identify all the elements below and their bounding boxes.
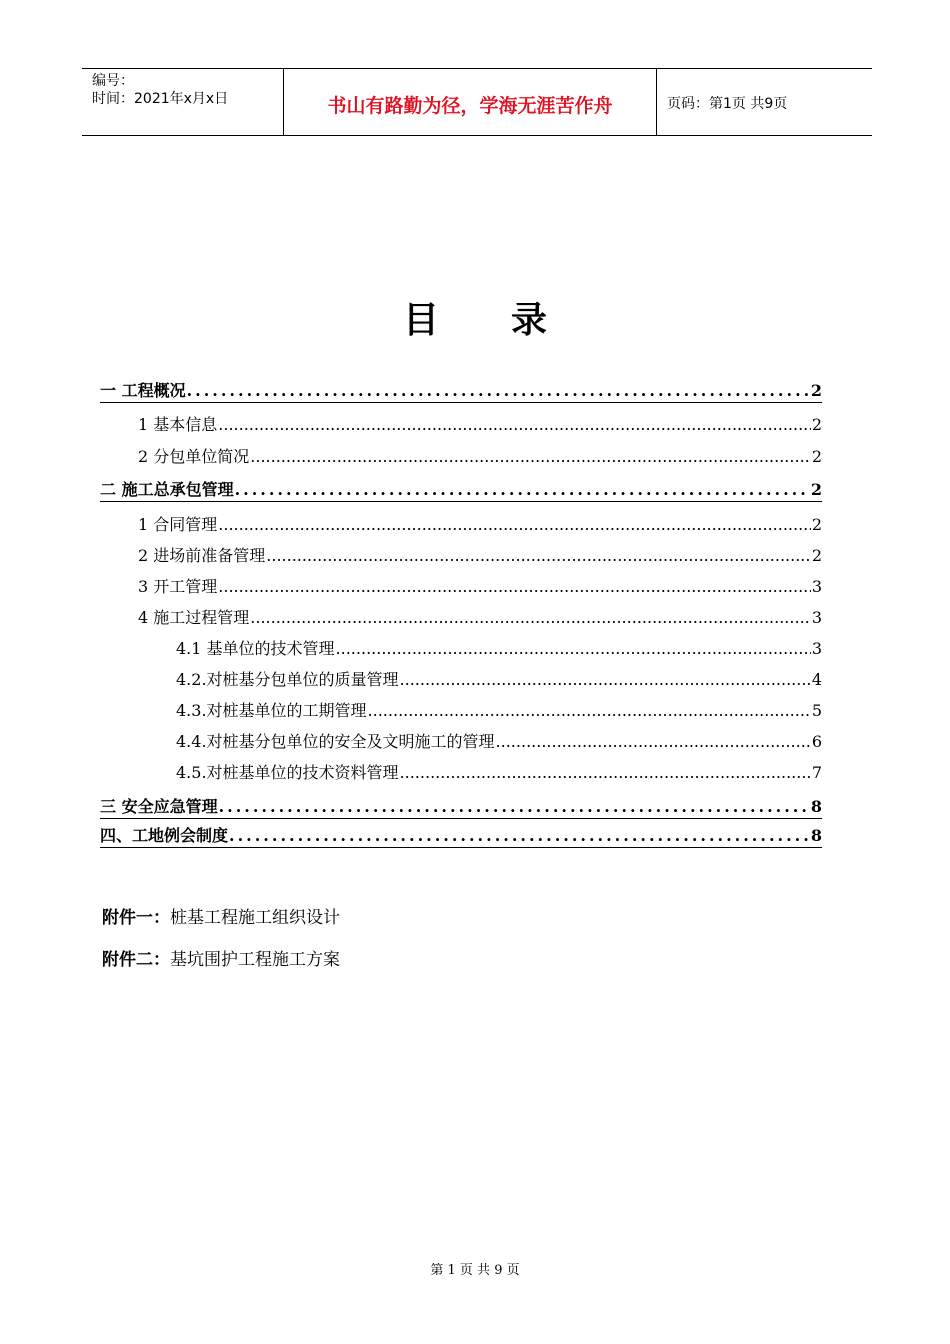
toc-dot-leader: [496, 731, 811, 753]
toc-dot-leader: [368, 700, 811, 722]
attachment-2: [102, 945, 340, 970]
header-meta-cell: [82, 69, 284, 135]
toc-entry-page: 8: [810, 826, 822, 845]
code-label: 编号：: [92, 73, 134, 89]
page-header: [82, 68, 872, 136]
document-title: 目录: [402, 299, 619, 341]
toc-entry-label: 1 合同管理: [138, 515, 218, 534]
toc-entry-page: 2: [811, 447, 822, 466]
toc-entry[interactable]: [138, 414, 822, 436]
toc-entry-page: 2: [811, 415, 822, 434]
toc-dot-leader: [400, 762, 811, 784]
attachment-label: 附件一：: [102, 908, 170, 928]
attachment-text: 基坑围护工程施工方案: [170, 950, 340, 970]
toc-entry-label: 1 基本信息: [138, 415, 218, 434]
toc-entry[interactable]: [100, 826, 822, 848]
toc-dot-leader: [218, 514, 811, 536]
toc-entry[interactable]: [176, 638, 822, 660]
toc-entry-label: 2 分包单位简况: [138, 447, 250, 466]
toc-entry-label: 4.1 基单位的技术管理: [176, 639, 335, 658]
toc-entry-label: 4.5.对桩基单位的技术资料管理: [176, 763, 399, 782]
toc-dot-leader: [218, 576, 811, 598]
toc-entry-label: 二 施工总承包管理: [100, 480, 234, 499]
toc-dot-leader: [336, 638, 811, 660]
toc-entry-label: 一 工程概况: [100, 381, 186, 400]
toc-dot-leader: [400, 669, 811, 691]
toc-entry[interactable]: [138, 446, 822, 468]
toc-entry[interactable]: [138, 607, 822, 629]
toc-entry-page: 2: [810, 480, 822, 499]
toc-entry[interactable]: [176, 700, 822, 722]
toc-entry-page: 3: [811, 639, 822, 658]
toc-entry-page: 2: [811, 546, 822, 565]
toc-entry-page: 4: [811, 670, 822, 689]
header-page-cell: [657, 69, 872, 135]
toc-entry-page: 2: [811, 515, 822, 534]
toc-entry-label: 四、工地例会制度: [100, 826, 229, 845]
toc-entry-label: 三 安全应急管理: [100, 797, 218, 816]
toc-entry[interactable]: [100, 381, 822, 403]
motto: 书山有路勤为径，学海无涯苦作舟: [327, 95, 613, 117]
time-label: 时间：2021年x月x日: [92, 91, 229, 107]
toc-entry-page: 8: [810, 797, 822, 816]
page-footer: 第 1 页 共 9 页: [430, 1263, 520, 1278]
toc-entry-label: 4.3.对桩基单位的工期管理: [176, 701, 367, 720]
toc-entry-page: 7: [811, 763, 822, 782]
toc-dot-leader: [250, 607, 811, 629]
toc-dot-leader: [187, 380, 810, 402]
toc-dot-leader: [219, 796, 810, 818]
toc-dot-leader: [229, 825, 810, 847]
toc-entry-label: 4.2.对桩基分包单位的质量管理: [176, 670, 399, 689]
toc-dot-leader: [218, 414, 811, 436]
toc-entry[interactable]: [138, 576, 822, 598]
toc-entry[interactable]: [100, 480, 822, 502]
toc-entry[interactable]: [176, 669, 822, 691]
toc-entry-label: 2 进场前准备管理: [138, 546, 266, 565]
attachment-text: 桩基工程施工组织设计: [170, 908, 340, 928]
header-motto-cell: [284, 69, 657, 135]
page-info: 页码：第1页 共9页: [667, 96, 788, 112]
toc-entry-page: 5: [811, 701, 822, 720]
toc-dot-leader: [250, 446, 811, 468]
toc-entry[interactable]: [138, 514, 822, 536]
toc-entry-page: 3: [811, 608, 822, 627]
toc-entry-page: 6: [811, 732, 822, 751]
attachment-1: [102, 903, 340, 928]
toc-entry-label: 4.4.对桩基分包单位的安全及文明施工的管理: [176, 732, 495, 751]
toc-dot-leader: [235, 479, 810, 501]
toc-dot-leader: [266, 545, 811, 567]
toc-entry-page: 2: [810, 381, 822, 400]
toc-entry-label: 4 施工过程管理: [138, 608, 250, 627]
toc-entry[interactable]: [138, 545, 822, 567]
attachment-label: 附件二：: [102, 950, 170, 970]
toc-entry[interactable]: [100, 797, 822, 819]
toc-entry-label: 3 开工管理: [138, 577, 218, 596]
toc-entry-page: 3: [811, 577, 822, 596]
toc-entry[interactable]: [176, 731, 822, 753]
toc-entry[interactable]: [176, 762, 822, 784]
